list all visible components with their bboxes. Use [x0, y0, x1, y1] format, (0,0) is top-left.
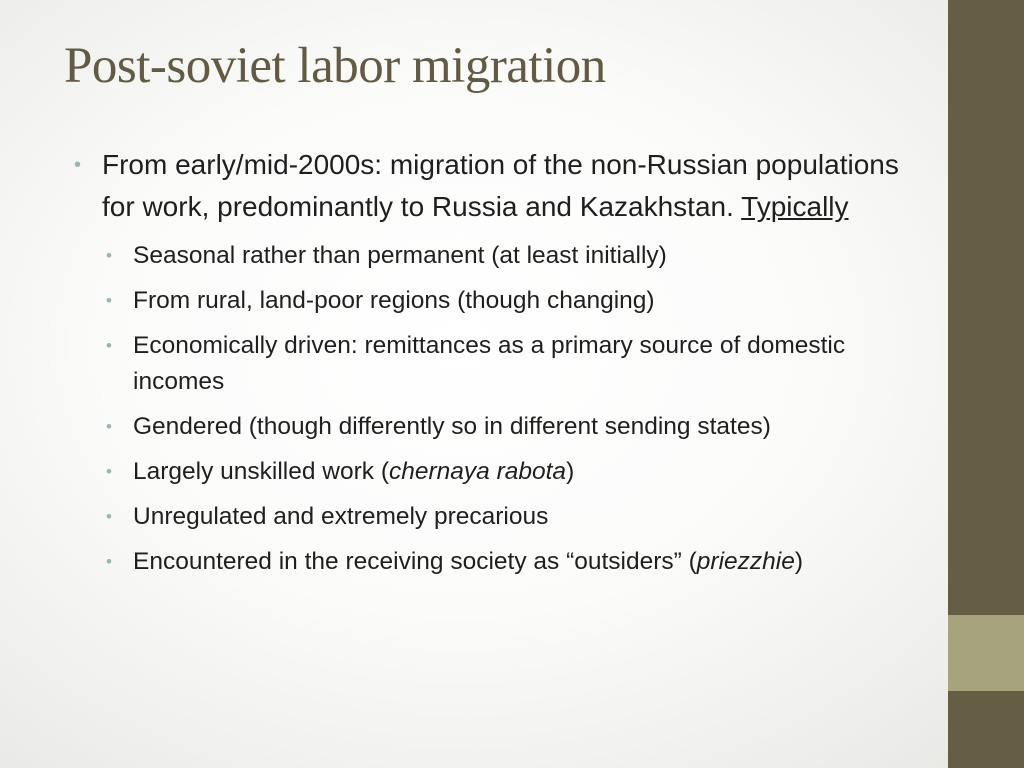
slide-title: Post-soviet labor migration — [64, 38, 606, 94]
sub-bullet-item — [106, 499, 904, 535]
sub-bullet-list — [74, 238, 904, 580]
sub-bullet-text: Gendered (though differently so in different sending states) — [133, 413, 771, 440]
sub-bullet-item — [106, 544, 904, 580]
sub-bullet-text-end: ) — [566, 458, 575, 485]
bullet-dot-icon: • — [106, 291, 112, 310]
bullet-dot-icon: • — [106, 336, 112, 355]
sub-bullet-text-end: ) — [794, 548, 804, 575]
bullet-dot-icon: • — [74, 154, 82, 176]
main-bullet-text: From early/mid-2000s: migration of the non-Russian populations for work, predominantly to Russia and Kazakhstan. — [102, 149, 899, 222]
sub-bullet-text: Unregulated and extremely precarious — [133, 503, 549, 530]
main-bullet — [74, 144, 904, 228]
sub-bullet-text: Economically driven: remittances as a primary source of domestic incomes — [133, 332, 846, 395]
main-bullet-emphasis: Typically — [741, 191, 849, 222]
sub-bullet-text: Seasonal rather than permanent (at least initially) — [133, 242, 667, 269]
sub-bullet-item — [106, 238, 904, 274]
bullet-dot-icon: • — [106, 417, 112, 436]
side-bar-accent-block — [948, 615, 1024, 691]
slide-body — [74, 144, 904, 589]
sub-bullet-item — [106, 454, 904, 490]
bullet-dot-icon: • — [106, 552, 112, 571]
sub-bullet-text: From rural, land-poor regions (though changing) — [133, 287, 655, 314]
sub-bullet-text: Largely unskilled work ( — [133, 458, 389, 485]
bullet-dot-icon: • — [106, 246, 112, 265]
sub-bullet-italic-term: priezzhie — [696, 548, 795, 575]
sub-bullet-item — [106, 283, 904, 319]
sub-bullet-item — [106, 328, 904, 400]
bullet-dot-icon: • — [106, 462, 112, 481]
sub-bullet-italic-term: chernaya rabota — [389, 458, 567, 485]
bullet-dot-icon: • — [106, 507, 112, 526]
sub-bullet-item — [106, 409, 904, 445]
sub-bullet-text: Encountered in the receiving society as “outsiders” ( — [133, 548, 697, 575]
